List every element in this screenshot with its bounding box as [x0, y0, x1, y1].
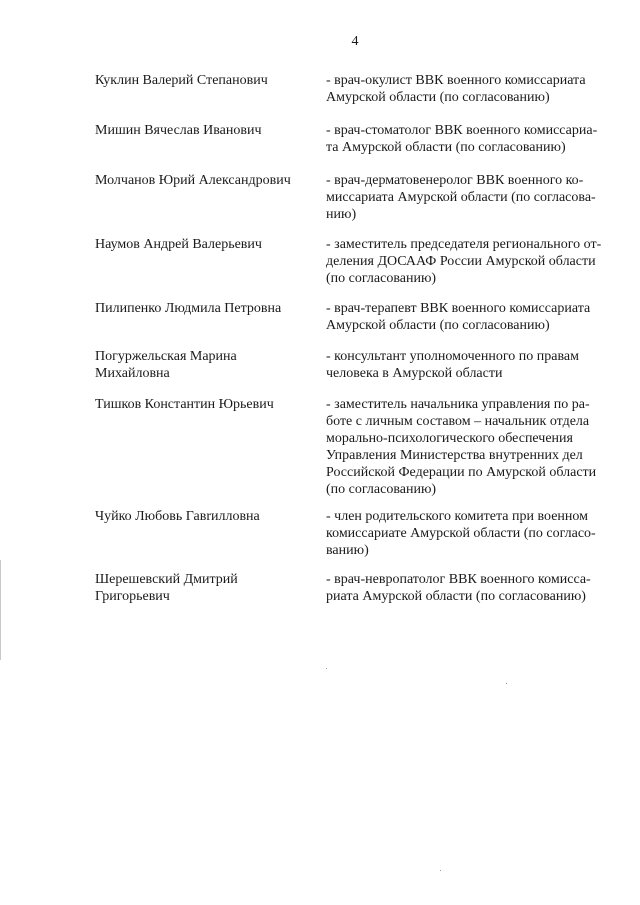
- role-line: - врач-стоматолог ВВК военного комиссариа-: [326, 123, 598, 138]
- page-number-text: 4: [351, 34, 359, 49]
- member-role: [326, 236, 606, 287]
- member-role: [326, 172, 606, 223]
- role-line: - консультант уполномоченного по правам: [326, 349, 579, 364]
- scan-speck: [506, 683, 507, 684]
- member-role: [326, 72, 606, 106]
- scan-speck: [440, 870, 441, 871]
- role-line: та Амурской области (по согласованию): [326, 140, 566, 155]
- name-line: Чуйко Любовь Гавrилловна: [95, 509, 260, 524]
- member-role: [326, 300, 606, 334]
- member-name: [95, 508, 305, 525]
- role-line: боте с личным составом – начальник отдела: [326, 414, 590, 429]
- role-line: риата Амурской области (по согласованию): [326, 589, 586, 604]
- role-line: миссариата Амурской области (по согласова-: [326, 190, 596, 205]
- role-line: комиссариате Амурской области (по согласо-: [326, 526, 596, 541]
- member-role: [326, 122, 606, 156]
- name-line: Пилипенко Людмила Петровна: [95, 301, 282, 316]
- name-line: Наумов Андрей Валерьевич: [95, 237, 262, 252]
- scan-speck: [326, 668, 327, 669]
- member-role: [326, 508, 606, 559]
- member-name: [95, 172, 305, 189]
- member-name: [95, 348, 305, 382]
- member-role: [326, 348, 606, 382]
- member-name: [95, 72, 305, 89]
- name-line: Мишин Вячеслав Иванович: [95, 123, 262, 138]
- role-line: - врач-окулист ВВК военного комиссариата: [326, 73, 586, 88]
- name-line: Погуржельская Марина: [95, 349, 237, 364]
- member-name: [95, 122, 305, 139]
- name-line: Тишков Константин Юрьевич: [95, 397, 274, 412]
- role-line: - врач-терапевт ВВК военного комиссариата: [326, 301, 591, 316]
- name-line: Григорьевич: [95, 589, 170, 604]
- member-name: [95, 300, 305, 317]
- role-line: Амурской области (по согласованию): [326, 90, 550, 105]
- role-line: Амурской области (по согласованию): [326, 318, 550, 333]
- page-number: [0, 34, 640, 50]
- name-line: Шерешевский Дмитрий: [95, 572, 238, 587]
- role-line: морально-психологического обеспечения: [326, 431, 573, 446]
- role-line: (по согласованию): [326, 482, 437, 497]
- role-line: деления ДОСААФ России Амурской области: [326, 254, 596, 269]
- role-line: нию): [326, 207, 357, 222]
- role-line: ванию): [326, 543, 369, 558]
- role-line: - врач-невропатолог ВВК военного комисса-: [326, 572, 591, 587]
- member-name: [95, 396, 305, 413]
- member-role: [326, 396, 606, 498]
- role-line: (по согласованию): [326, 271, 437, 286]
- name-line: Молчанов Юрий Александрович: [95, 173, 291, 188]
- role-line: Управления Министерства внутренних дел: [326, 448, 583, 463]
- name-line: Куклин Валерий Степанович: [95, 73, 268, 88]
- role-line: - член родительского комитета при военном: [326, 509, 588, 524]
- scan-edge-line: [0, 560, 1, 660]
- role-line: - заместитель председателя регионального от-: [326, 237, 602, 252]
- member-name: [95, 571, 305, 605]
- role-line: - заместитель начальника управления по ра-: [326, 397, 590, 412]
- role-line: Российской Федерации по Амурской области: [326, 465, 597, 480]
- role-line: - врач-дерматовенеролог ВВК военного ко-: [326, 173, 584, 188]
- name-line: Михайловна: [95, 366, 170, 381]
- member-role: [326, 571, 606, 605]
- role-line: человека в Амурской области: [326, 366, 503, 381]
- member-name: [95, 236, 305, 253]
